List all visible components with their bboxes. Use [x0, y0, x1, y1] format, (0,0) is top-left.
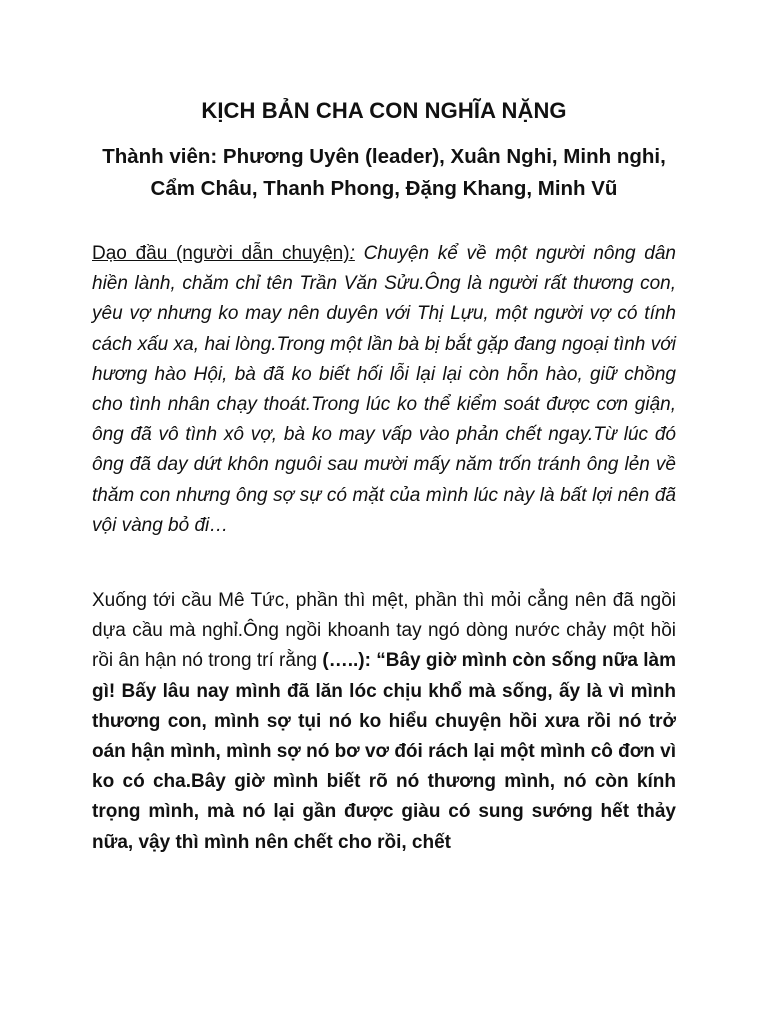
narration-paragraph [92, 586, 676, 858]
monologue-text: (…..): “Bây giờ mình còn sống nữa làm gì! Bấy lâu nay mình đã lăn lóc chịu khổ mà sống, ấy là vì mình thương con, mình sợ tụi nó ko hiểu chuyện hồi xưa rồi nó trở oán hận mình, mình sợ nó bơ vơ đói rách lại một mình cô đơn vì ko có cha.Bây giờ mình biết rõ nó thương mình, nó còn kính trọng mình, mà nó lại gần được giàu có sung sướng hết thảy nữa, vậy thì mình nên chết cho rồi, chết [92, 650, 676, 853]
intro-colon: : [349, 243, 355, 264]
narration-text: Xuống tới cầu Mê Tức, phần thì mệt, phần thì mỏi cẳng nên đã ngồi dựa cầu mà nghỉ.Ông ngồi khoanh tay ngó dòng nước chảy một hồi rồi ân hận nó trong trí rằng [92, 590, 676, 672]
intro-paragraph [92, 239, 676, 541]
intro-label: Dạo đầu (người dẫn chuyện) [92, 243, 350, 264]
document-title: KỊCH BẢN CHA CON NGHĨA NẶNG [201, 98, 567, 123]
members-line: Thành viên: Phương Uyên (leader), Xuân Nghi, Minh nghi, Cẩm Châu, Thanh Phong, Đặng Khang, Minh Vũ [102, 145, 666, 200]
intro-body: Chuyện kể về một người nông dân hiền lành, chăm chỉ tên Trần Văn Sửu.Ông là người rất thương con, yêu vợ nhưng ko may nên duyên với Thị Lựu, một người vợ có tính cách xấu xa, hai lòng.Trong một lần bà bị bắt gặp đang ngoại tình với hương hào Hội, bà đã ko biết hối lỗi lại lại còn hỗn hào, giữ chồng cho tình nhân chạy thoát.Trong lúc ko thể kiểm soát được cơn giận, ông đã vô tình xô vợ, bà ko may vấp vào phản chết ngay.Từ lúc đó ông đã day dứt khôn nguôi sau mười mấy năm trốn tránh ông lẻn về thăm con nhưng ông sợ sự có mặt của mình lúc này là bất lợi nên đã vội vàng bỏ đi… [92, 243, 676, 536]
